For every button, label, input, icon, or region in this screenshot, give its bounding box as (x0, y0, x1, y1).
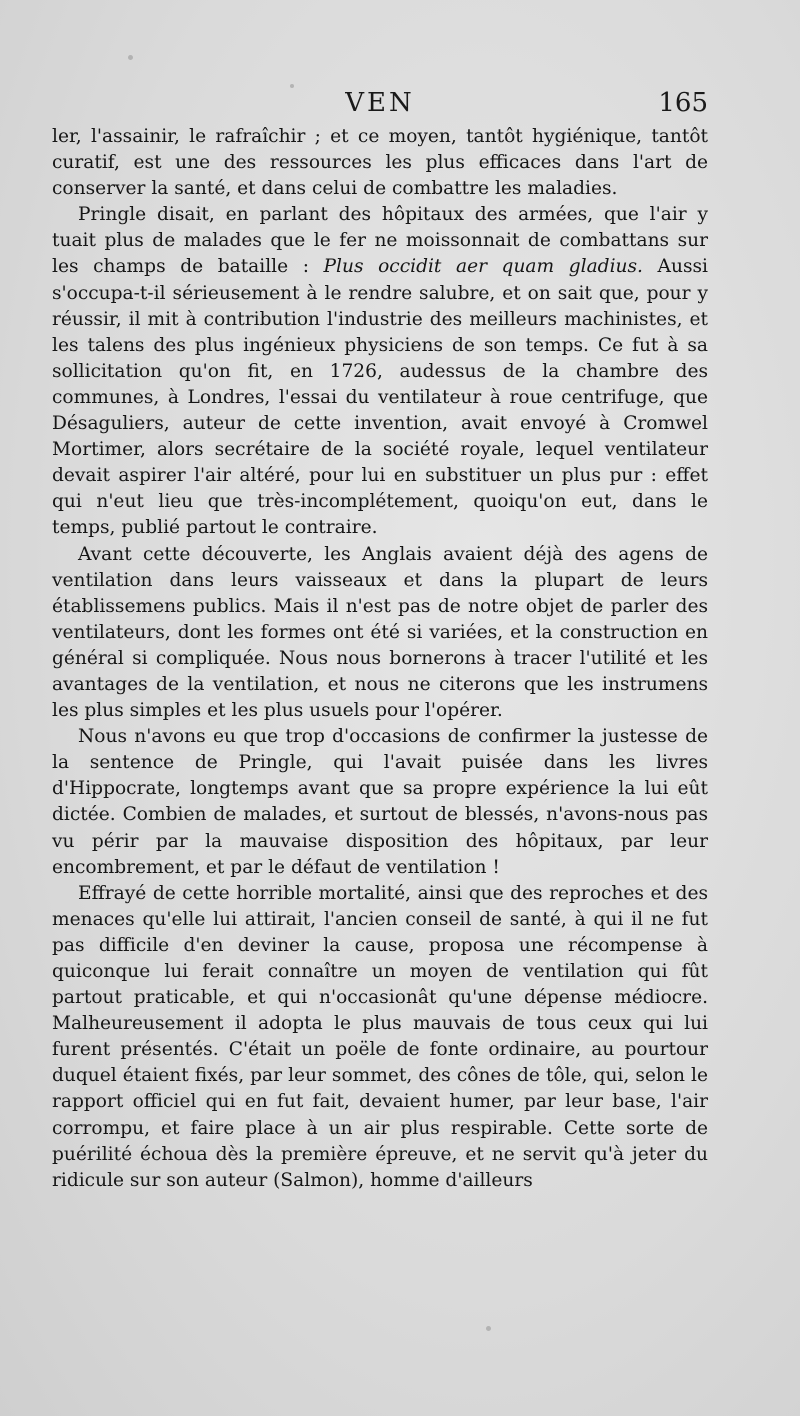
running-head-title: VEN (345, 88, 415, 118)
running-head (52, 88, 708, 122)
paragraph-text: Aussi s'occupa-t-il sérieusement à le rendre salubre, et on sait que, pour y réussir, il mit à contribution l'industrie des meilleurs machinistes, et les talens des plus ingénieux physiciens de son temps. Ce fut à sa sollicitation qu'on fit, en 1726, audessus de la chambre des communes, à Londres, l'essai du ventilateur à roue centrifuge, que Désaguliers, auteur de cette invention, avait envoyé à Cromwel Mortimer, alors secrétaire de la société royale, lequel ventilateur devait aspirer l'air altéré, pour lui en substituer un plus pur : effet qui n'eut lieu que très-incomplétement, quoiqu'on eut, dans le temps, publié partout le contraire. (52, 256, 708, 539)
paper-speck (486, 1326, 491, 1331)
paragraph-text: Pringle disait, en parlant des hôpitaux des armées, que l'air y tuait plus de malades que le fer ne moissonnait de combattans sur les champs de bataille : (52, 204, 708, 278)
paragraph-continuation: ler, l'assainir, le rafraîchir ; et ce moyen, tantôt hygiénique, tantôt curatif, est une des ressources les plus efficaces dans l'art de conserver la santé, et dans celui de combattre les maladies. (52, 126, 708, 200)
paragraph-conseil-sante: Effrayé de cette horrible mortalité, ainsi que des reproches et des menaces qu'elle lui attirait, l'ancien conseil de santé, à qui il ne fut pas difficile d'en deviner la cause, proposa une récompense à quiconque lui ferait connaître un moyen de ventilation qui fût partout praticable, et qui n'occasionât qu'une dépense médiocre. Malheureusement il adopta le plus mauvais de tous ceux qui lui furent présentés. C'était un poële de fonte ordinaire, au pourtour duquel étaient fixés, par leur sommet, des cônes de tôle, qui, selon le rapport officiel qui en fut fait, devaient humer, par leur base, l'air corrompu, et faire place à un air plus respirable. Cette sorte de puérilité échoua dès la première épreuve, et ne servit qu'à jeter du ridicule sur son auteur (Salmon), homme d'ailleurs (52, 882, 708, 1191)
page-number: 165 (658, 88, 708, 118)
paragraph-pringle (52, 202, 708, 541)
latin-quote: Plus occidit aer quam gladius. (323, 256, 643, 278)
paper-speck (128, 55, 133, 60)
body-text (52, 124, 708, 1194)
paragraph-ventilation: Avant cette découverte, les Anglais avaient déjà des agens de ventilation dans leurs vaisseaux et dans la plupart de leurs établissemens publics. Mais il n'est pas de notre objet de parler des ventilateurs, dont les formes ont été si variées, et la construction en général si compliquée. Nous nous bornerons à tracer l'utilité et les avantages de la ventilation, et nous ne citerons que les instrumens les plus simples et les plus usuels pour l'opérer. (52, 543, 708, 722)
paragraph-hippocrate: Nous n'avons eu que trop d'occasions de confirmer la justesse de la sentence de Pringle, qui l'avait puisée dans les livres d'Hippocrate, longtemps avant que sa propre expérience la lui eût dictée. Combien de malades, et surtout de blessés, n'avons-nous pas vu périr par la mauvaise disposition des hôpitaux, par leur encombrement, et par le défaut de ventilation ! (52, 726, 708, 878)
